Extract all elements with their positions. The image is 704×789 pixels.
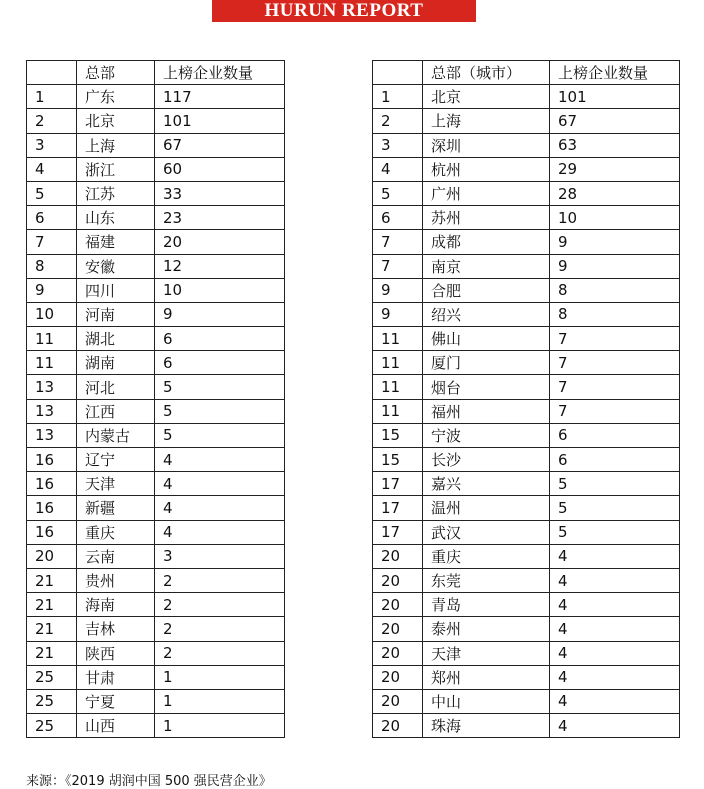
company-count-cell: 6 [155, 327, 285, 351]
company-count-cell: 6 [550, 448, 680, 472]
company-count-cell: 5 [155, 375, 285, 399]
headquarters-cell: 浙江 [77, 157, 155, 181]
headquarters-cell: 湖北 [77, 327, 155, 351]
company-count-cell: 23 [155, 206, 285, 230]
company-count-cell: 2 [155, 593, 285, 617]
headquarters-cell: 山西 [77, 714, 155, 738]
company-count-cell: 8 [550, 302, 680, 326]
rank-cell: 16 [27, 472, 77, 496]
table-row [373, 641, 680, 665]
company-count-cell: 5 [550, 472, 680, 496]
table-row [373, 520, 680, 544]
table-row [373, 85, 680, 109]
rank-cell: 5 [27, 181, 77, 205]
headquarters-cell: 湖南 [77, 351, 155, 375]
company-count-cell: 4 [550, 641, 680, 665]
rank-cell: 25 [27, 665, 77, 689]
header-company-count: 上榜企业数量 [550, 61, 680, 85]
table-row [373, 472, 680, 496]
headquarters-cell: 宁波 [423, 423, 550, 447]
company-count-cell: 101 [550, 85, 680, 109]
rank-cell: 9 [373, 302, 423, 326]
table-row [373, 181, 680, 205]
company-count-cell: 4 [155, 520, 285, 544]
headquarters-cell: 河北 [77, 375, 155, 399]
rank-cell: 25 [27, 714, 77, 738]
headquarters-cell: 天津 [423, 641, 550, 665]
headquarters-cell: 新疆 [77, 496, 155, 520]
header-headquarters: 总部 [77, 61, 155, 85]
company-count-cell: 4 [550, 689, 680, 713]
company-count-cell: 1 [155, 689, 285, 713]
rank-cell: 16 [27, 520, 77, 544]
headquarters-cell: 南京 [423, 254, 550, 278]
table-row [27, 181, 285, 205]
table-row [27, 230, 285, 254]
header-rank [27, 61, 77, 85]
company-count-cell: 7 [550, 327, 680, 351]
headquarters-cell: 甘肃 [77, 665, 155, 689]
headquarters-cell: 上海 [423, 109, 550, 133]
company-count-cell: 29 [550, 157, 680, 181]
headquarters-cell: 江西 [77, 399, 155, 423]
rank-cell: 11 [27, 351, 77, 375]
table-row [27, 327, 285, 351]
headquarters-cell: 广东 [77, 85, 155, 109]
table-row [27, 85, 285, 109]
company-count-cell: 2 [155, 617, 285, 641]
table-row [373, 665, 680, 689]
company-count-cell: 4 [550, 617, 680, 641]
headquarters-cell: 内蒙古 [77, 423, 155, 447]
company-count-cell: 4 [155, 472, 285, 496]
rank-cell: 16 [27, 448, 77, 472]
company-count-cell: 10 [155, 278, 285, 302]
table-row [373, 544, 680, 568]
headquarters-cell: 泰州 [423, 617, 550, 641]
table-row [373, 351, 680, 375]
table-row [373, 302, 680, 326]
table-row [373, 230, 680, 254]
rank-cell: 4 [373, 157, 423, 181]
company-count-cell: 4 [155, 496, 285, 520]
table-row [27, 689, 285, 713]
rank-cell: 1 [27, 85, 77, 109]
company-count-cell: 4 [550, 665, 680, 689]
company-count-cell: 6 [155, 351, 285, 375]
rank-cell: 21 [27, 568, 77, 592]
company-count-cell: 33 [155, 181, 285, 205]
rank-cell: 5 [373, 181, 423, 205]
company-count-cell: 10 [550, 206, 680, 230]
rank-cell: 1 [373, 85, 423, 109]
rank-cell: 17 [373, 472, 423, 496]
headquarters-cell: 东莞 [423, 568, 550, 592]
headquarters-cell: 贵州 [77, 568, 155, 592]
table-header-row [373, 61, 680, 85]
headquarters-cell: 山东 [77, 206, 155, 230]
headquarters-cell: 辽宁 [77, 448, 155, 472]
table-row [27, 254, 285, 278]
headquarters-cell: 烟台 [423, 375, 550, 399]
rank-cell: 8 [27, 254, 77, 278]
table-row [27, 593, 285, 617]
company-count-cell: 20 [155, 230, 285, 254]
headquarters-cell: 北京 [423, 85, 550, 109]
company-count-cell: 4 [550, 568, 680, 592]
table-row [27, 423, 285, 447]
headquarters-cell: 温州 [423, 496, 550, 520]
table-row [373, 423, 680, 447]
company-count-cell: 60 [155, 157, 285, 181]
rank-cell: 15 [373, 423, 423, 447]
rank-cell: 21 [27, 617, 77, 641]
company-count-cell: 6 [550, 423, 680, 447]
rank-cell: 20 [373, 714, 423, 738]
table-row [373, 617, 680, 641]
headquarters-cell: 福州 [423, 399, 550, 423]
table-row [373, 254, 680, 278]
headquarters-cell: 绍兴 [423, 302, 550, 326]
table-row [373, 206, 680, 230]
company-count-cell: 9 [155, 302, 285, 326]
headquarters-cell: 河南 [77, 302, 155, 326]
rank-cell: 13 [27, 423, 77, 447]
table-row [373, 278, 680, 302]
table-row [373, 109, 680, 133]
rank-cell: 11 [27, 327, 77, 351]
table-row [27, 496, 285, 520]
company-count-cell: 7 [550, 375, 680, 399]
company-count-cell: 101 [155, 109, 285, 133]
table-row [27, 133, 285, 157]
company-count-cell: 1 [155, 665, 285, 689]
rank-cell: 3 [27, 133, 77, 157]
headquarters-cell: 嘉兴 [423, 472, 550, 496]
rank-cell: 2 [373, 109, 423, 133]
table-row [27, 206, 285, 230]
rank-cell: 20 [373, 665, 423, 689]
table-row [27, 399, 285, 423]
source-note: 来源：《2019 胡润中国 500 强民营企业》 [26, 774, 272, 789]
headquarters-cell: 江苏 [77, 181, 155, 205]
rank-cell: 20 [373, 544, 423, 568]
headquarters-cell: 云南 [77, 544, 155, 568]
headquarters-cell: 吉林 [77, 617, 155, 641]
table-row [373, 593, 680, 617]
headquarters-cell: 重庆 [77, 520, 155, 544]
headquarters-cell: 广州 [423, 181, 550, 205]
table-row [27, 520, 285, 544]
company-count-cell: 7 [550, 399, 680, 423]
company-count-cell: 5 [155, 423, 285, 447]
company-count-cell: 4 [550, 544, 680, 568]
company-count-cell: 4 [550, 593, 680, 617]
rank-cell: 16 [27, 496, 77, 520]
headquarters-cell: 福建 [77, 230, 155, 254]
headquarters-cell: 武汉 [423, 520, 550, 544]
city-ranking-table [372, 60, 680, 738]
table-row [27, 278, 285, 302]
table-row [373, 448, 680, 472]
company-count-cell: 9 [550, 254, 680, 278]
company-count-cell: 12 [155, 254, 285, 278]
rank-cell: 20 [27, 544, 77, 568]
rank-cell: 10 [27, 302, 77, 326]
headquarters-cell: 佛山 [423, 327, 550, 351]
headquarters-cell: 陕西 [77, 641, 155, 665]
table-row [27, 351, 285, 375]
header-company-count: 上榜企业数量 [155, 61, 285, 85]
company-count-cell: 2 [155, 641, 285, 665]
rank-cell: 9 [373, 278, 423, 302]
headquarters-cell: 郑州 [423, 665, 550, 689]
rank-cell: 13 [27, 399, 77, 423]
header-rank [373, 61, 423, 85]
rank-cell: 20 [373, 568, 423, 592]
table-row [373, 689, 680, 713]
hurun-report-logo: HURUN REPORT [212, 0, 476, 22]
company-count-cell: 3 [155, 544, 285, 568]
company-count-cell: 4 [550, 714, 680, 738]
table-row [27, 302, 285, 326]
table-row [373, 133, 680, 157]
headquarters-cell: 安徽 [77, 254, 155, 278]
rank-cell: 11 [373, 375, 423, 399]
rank-cell: 7 [27, 230, 77, 254]
table-row [373, 568, 680, 592]
headquarters-cell: 深圳 [423, 133, 550, 157]
headquarters-cell: 杭州 [423, 157, 550, 181]
company-count-cell: 4 [155, 448, 285, 472]
rank-cell: 20 [373, 641, 423, 665]
rank-cell: 9 [27, 278, 77, 302]
company-count-cell: 2 [155, 568, 285, 592]
headquarters-cell: 上海 [77, 133, 155, 157]
rank-cell: 17 [373, 496, 423, 520]
table-row [27, 472, 285, 496]
rank-cell: 15 [373, 448, 423, 472]
company-count-cell: 117 [155, 85, 285, 109]
company-count-cell: 9 [550, 230, 680, 254]
rank-cell: 20 [373, 689, 423, 713]
headquarters-cell: 厦门 [423, 351, 550, 375]
headquarters-cell: 北京 [77, 109, 155, 133]
rank-cell: 21 [27, 593, 77, 617]
company-count-cell: 5 [550, 496, 680, 520]
headquarters-cell: 苏州 [423, 206, 550, 230]
rank-cell: 17 [373, 520, 423, 544]
table-row [27, 714, 285, 738]
table-row [27, 617, 285, 641]
company-count-cell: 1 [155, 714, 285, 738]
headquarters-cell: 合肥 [423, 278, 550, 302]
table-row [27, 375, 285, 399]
table-row [373, 714, 680, 738]
rank-cell: 13 [27, 375, 77, 399]
headquarters-cell: 四川 [77, 278, 155, 302]
table-row [27, 448, 285, 472]
headquarters-cell: 宁夏 [77, 689, 155, 713]
rank-cell: 20 [373, 617, 423, 641]
company-count-cell: 8 [550, 278, 680, 302]
rank-cell: 7 [373, 254, 423, 278]
headquarters-cell: 珠海 [423, 714, 550, 738]
company-count-cell: 28 [550, 181, 680, 205]
headquarters-cell: 长沙 [423, 448, 550, 472]
rank-cell: 11 [373, 399, 423, 423]
table-row [27, 665, 285, 689]
company-count-cell: 5 [155, 399, 285, 423]
table-row [373, 157, 680, 181]
table-row [27, 641, 285, 665]
company-count-cell: 5 [550, 520, 680, 544]
province-ranking-table [26, 60, 285, 738]
table-header-row [27, 61, 285, 85]
rank-cell: 7 [373, 230, 423, 254]
headquarters-cell: 天津 [77, 472, 155, 496]
headquarters-cell: 中山 [423, 689, 550, 713]
table-row [27, 544, 285, 568]
header-headquarters-city: 总部（城市） [423, 61, 550, 85]
rank-cell: 3 [373, 133, 423, 157]
rank-cell: 2 [27, 109, 77, 133]
rank-cell: 6 [27, 206, 77, 230]
rank-cell: 20 [373, 593, 423, 617]
table-row [27, 109, 285, 133]
rank-cell: 6 [373, 206, 423, 230]
headquarters-cell: 重庆 [423, 544, 550, 568]
headquarters-cell: 成都 [423, 230, 550, 254]
headquarters-cell: 海南 [77, 593, 155, 617]
table-row [373, 496, 680, 520]
rank-cell: 11 [373, 327, 423, 351]
rank-cell: 4 [27, 157, 77, 181]
table-row [373, 327, 680, 351]
table-row [373, 399, 680, 423]
table-row [373, 375, 680, 399]
table-row [27, 157, 285, 181]
company-count-cell: 67 [550, 109, 680, 133]
table-row [27, 568, 285, 592]
headquarters-cell: 青岛 [423, 593, 550, 617]
rank-cell: 11 [373, 351, 423, 375]
company-count-cell: 63 [550, 133, 680, 157]
company-count-cell: 7 [550, 351, 680, 375]
rank-cell: 25 [27, 689, 77, 713]
company-count-cell: 67 [155, 133, 285, 157]
rank-cell: 21 [27, 641, 77, 665]
